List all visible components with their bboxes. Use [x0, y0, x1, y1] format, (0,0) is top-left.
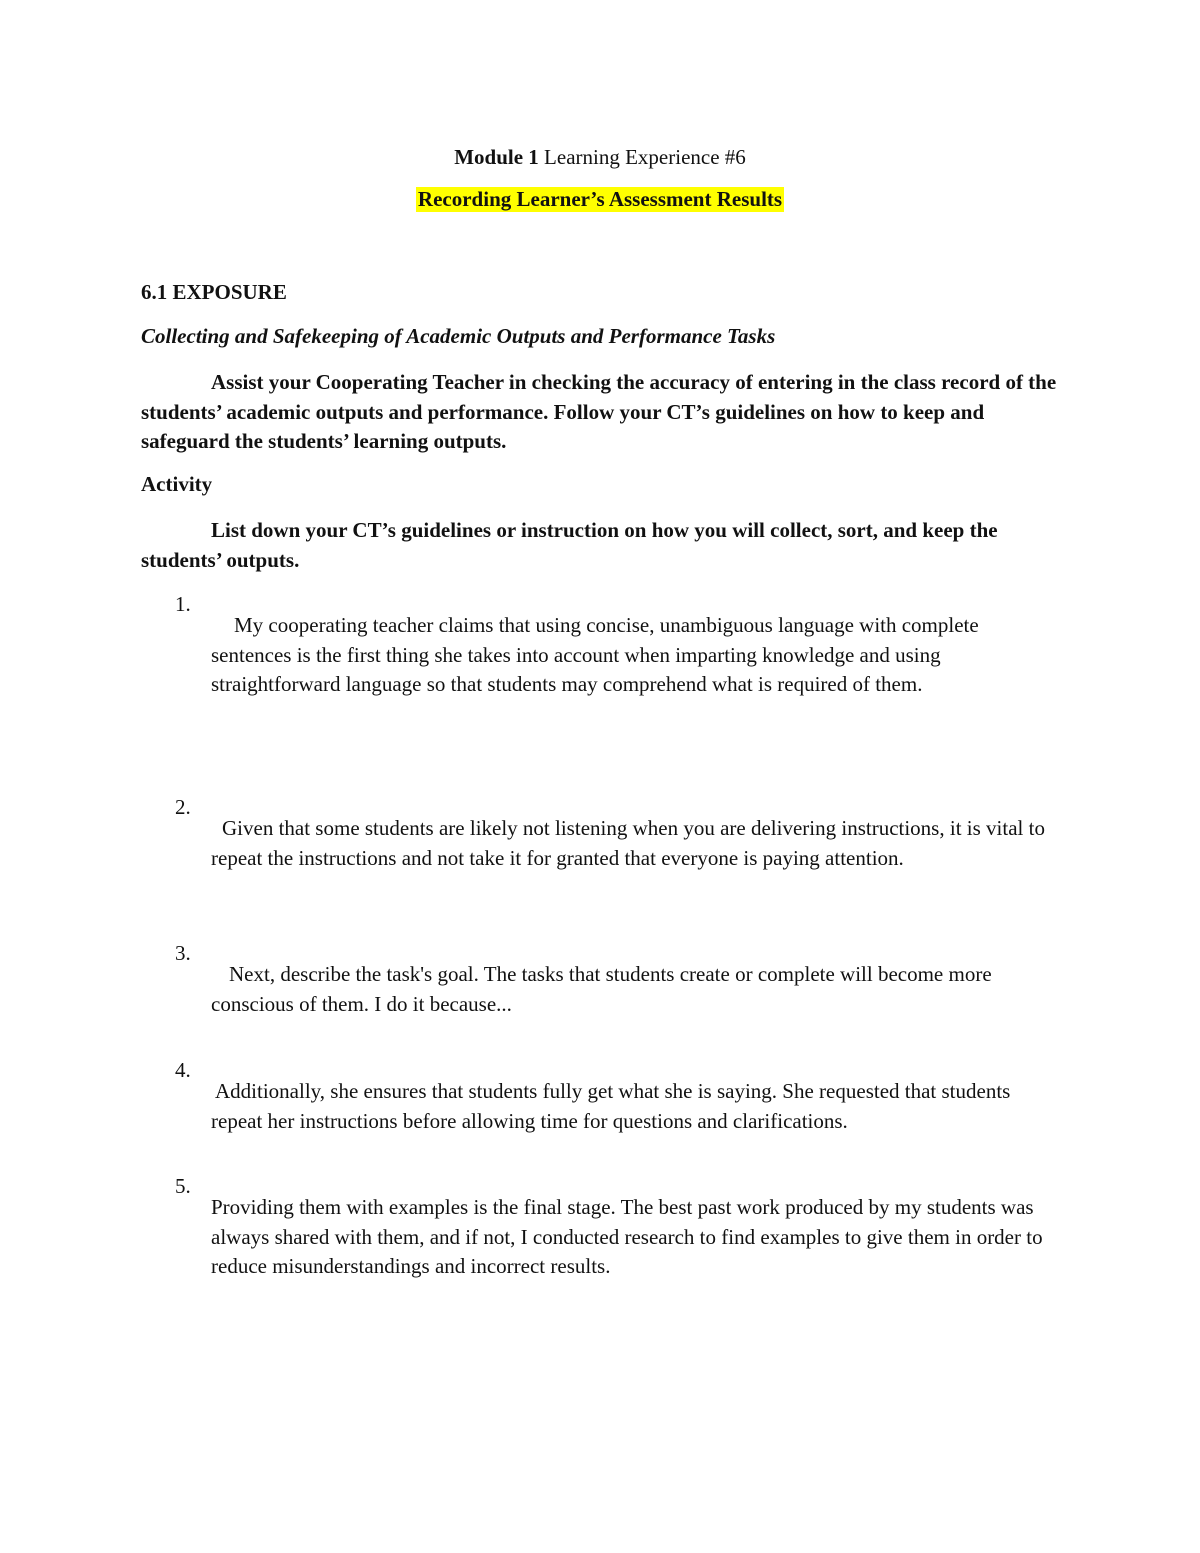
list-item-text: Additionally, she ensures that students fully get what she is saying. She requested that students repeat her instructions before allowing time for questions and clarifications.	[211, 1079, 1011, 1133]
list-item-number: 5.	[175, 1174, 191, 1198]
list-item-text: Given that some students are likely not listening when you are delivering instructions, it is vital to repeat the instructions and not take it for granted that everyone is paying attention.	[211, 816, 1045, 870]
list-item-number: 2.	[175, 795, 191, 819]
list-item-number: 4.	[175, 1058, 191, 1082]
section-heading: 6.1 EXPOSURE	[141, 280, 287, 304]
list-item-text: My cooperating teacher claims that using concise, unambiguous language with complete sentences is the first thing she takes into account when imparting knowledge and using straightforward language so that students may comprehend what is required of them.	[211, 613, 979, 696]
list-item-number: 3.	[175, 941, 191, 965]
subtitle-row	[0, 187, 1200, 212]
activity-prompt: List down your CT’s guidelines or instruction on how you will collect, sort, and keep the students’ outputs.	[141, 518, 998, 572]
activity-label: Activity	[141, 472, 213, 496]
list-item-text: Next, describe the task's goal. The tasks that students create or complete will become more conscious of them. I do it because...	[211, 962, 992, 1016]
list-item-text: Providing them with examples is the final stage. The best past work produced by my students was always shared with them, and if not, I conducted research to find examples to give them in order to reduce misunderstandings and incorrect results.	[211, 1195, 1043, 1278]
subsection-title: Collecting and Safekeeping of Academic Outputs and Performance Tasks	[141, 324, 776, 348]
title-module: Module 1	[454, 145, 539, 169]
list-item-number: 1.	[175, 592, 191, 616]
document-title	[0, 144, 1200, 170]
highlighted-subtitle: Recording Learner’s Assessment Results	[417, 187, 783, 211]
instruction-paragraph: Assist your Cooperating Teacher in checking the accuracy of entering in the class record of the students’ academic outputs and performance. Follow your CT’s guidelines on how to keep and safeguard the students’ learning outputs.	[141, 370, 1057, 453]
title-experience: Learning Experience #6	[538, 145, 746, 169]
